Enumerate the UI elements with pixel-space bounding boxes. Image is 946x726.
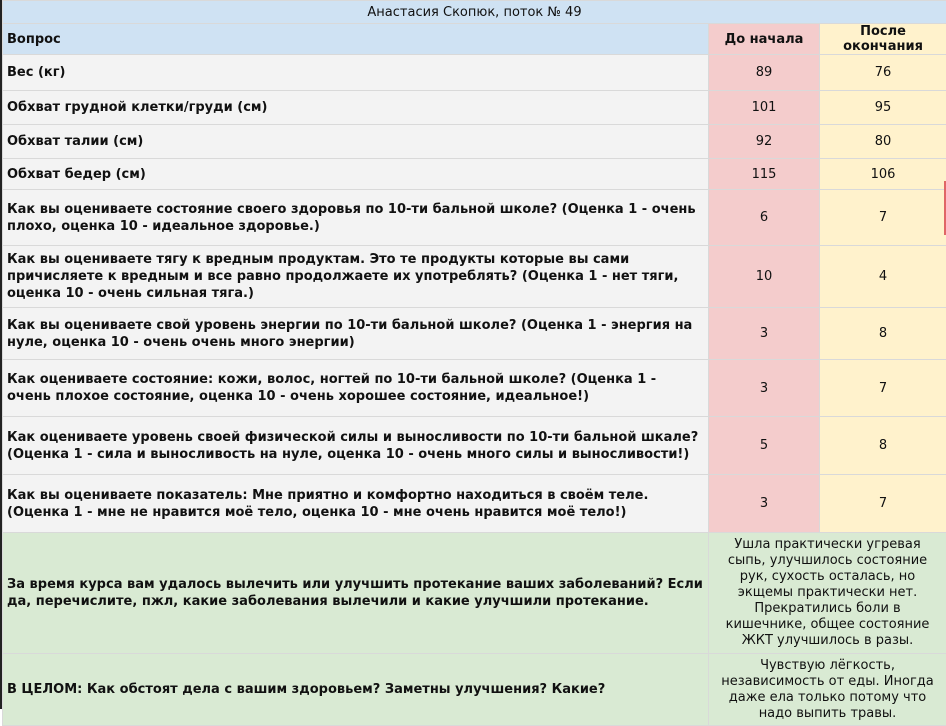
question-cell[interactable]: Обхват грудной клетки/груди (см) <box>3 91 709 125</box>
results-table <box>2 0 946 726</box>
before-cell[interactable]: 115 <box>709 159 820 190</box>
header-before[interactable]: До начала <box>709 24 820 55</box>
header-row <box>3 24 946 55</box>
table-row <box>3 246 946 308</box>
table-row <box>3 125 946 159</box>
question-cell[interactable]: Как оцениваете уровень своей физической силы и выносливости по 10-ти бальной шкале? (Оценка 1 - сила и выносливость на нуле, оценка 10 - очень много силы и выносливости!) <box>3 417 709 475</box>
before-cell[interactable]: 5 <box>709 417 820 475</box>
before-cell[interactable]: 10 <box>709 246 820 308</box>
sheet-title[interactable]: Анастасия Скопюк, поток № 49 <box>3 1 946 24</box>
header-after[interactable]: После окончания <box>820 24 946 55</box>
table-row <box>3 360 946 417</box>
before-cell[interactable]: 3 <box>709 475 820 533</box>
before-cell[interactable]: 92 <box>709 125 820 159</box>
table-row <box>3 417 946 475</box>
table-row <box>3 308 946 360</box>
question-cell[interactable]: Как вы оцениваете свой уровень энергии по 10-ти бальной школе? (Оценка 1 - энергия на нуле, оценка 10 - очень очень много энергии) <box>3 308 709 360</box>
after-cell[interactable]: 7 <box>820 190 946 246</box>
before-cell[interactable]: 6 <box>709 190 820 246</box>
question-cell[interactable]: Обхват бедер (см) <box>3 159 709 190</box>
table-row <box>3 55 946 91</box>
title-row <box>3 1 946 24</box>
question-cell[interactable]: Как вы оцениваете показатель: Мне приятно и комфортно находиться в своём теле. (Оценка 1 - мне не нравится моё тело, оценка 10 - мне очень нравится моё тело!) <box>3 475 709 533</box>
after-cell[interactable]: 76 <box>820 55 946 91</box>
table-row <box>3 159 946 190</box>
before-cell[interactable]: 3 <box>709 360 820 417</box>
question-cell[interactable]: Обхват талии (см) <box>3 125 709 159</box>
table-row <box>3 533 946 654</box>
table-row <box>3 475 946 533</box>
after-cell[interactable]: 8 <box>820 308 946 360</box>
table-row <box>3 654 946 726</box>
after-cell[interactable]: 4 <box>820 246 946 308</box>
question-cell[interactable]: Вес (кг) <box>3 55 709 91</box>
before-cell[interactable]: 101 <box>709 91 820 125</box>
after-cell[interactable]: 80 <box>820 125 946 159</box>
header-question[interactable]: Вопрос <box>3 24 709 55</box>
open-answer-cell[interactable]: Ушла практически угревая сыпь, улучшилось состояние рук, сухость осталась, но экщемы практически нет. Прекратились боли в кишечнике, общее состояние ЖКТ улучшилось в разы. <box>709 533 946 654</box>
after-cell[interactable]: 7 <box>820 475 946 533</box>
before-cell[interactable]: 89 <box>709 55 820 91</box>
after-cell[interactable]: 7 <box>820 360 946 417</box>
after-cell[interactable]: 8 <box>820 417 946 475</box>
before-cell[interactable]: 3 <box>709 308 820 360</box>
open-question-cell[interactable]: В ЦЕЛОМ: Как обстоят дела с вашим здоровьем? Заметны улучшения? Какие? <box>3 654 709 726</box>
open-question-cell[interactable]: За время курса вам удалось вылечить или улучшить протекание ваших заболеваний? Если да, перечислите, пжл, какие заболевания вылечили и какие улучшили протекание. <box>3 533 709 654</box>
question-cell[interactable]: Как вы оцениваете состояние своего здоровья по 10-ти бальной школе? (Оценка 1 - очень плохо, оценка 10 - идеальное здоровье.) <box>3 190 709 246</box>
table-row <box>3 190 946 246</box>
table-row <box>3 91 946 125</box>
after-cell[interactable]: 106 <box>820 159 946 190</box>
question-cell[interactable]: Как оцениваете состояние: кожи, волос, ногтей по 10-ти бальной школе? (Оценка 1 - очень плохое состояние, оценка 10 - очень хорошее состояние, идеальное!) <box>3 360 709 417</box>
question-cell[interactable]: Как вы оцениваете тягу к вредным продуктам. Это те продукты которые вы сами причисляете к вредным и все равно продолжаете их употреблять? (Оценка 1 - нет тяги, оценка 10 - очень сильная тяга.) <box>3 246 709 308</box>
open-answer-cell[interactable]: Чувствую лёгкость, независимость от еды. Иногда даже ела только потому что надо выпить травы. <box>709 654 946 726</box>
after-cell[interactable]: 95 <box>820 91 946 125</box>
